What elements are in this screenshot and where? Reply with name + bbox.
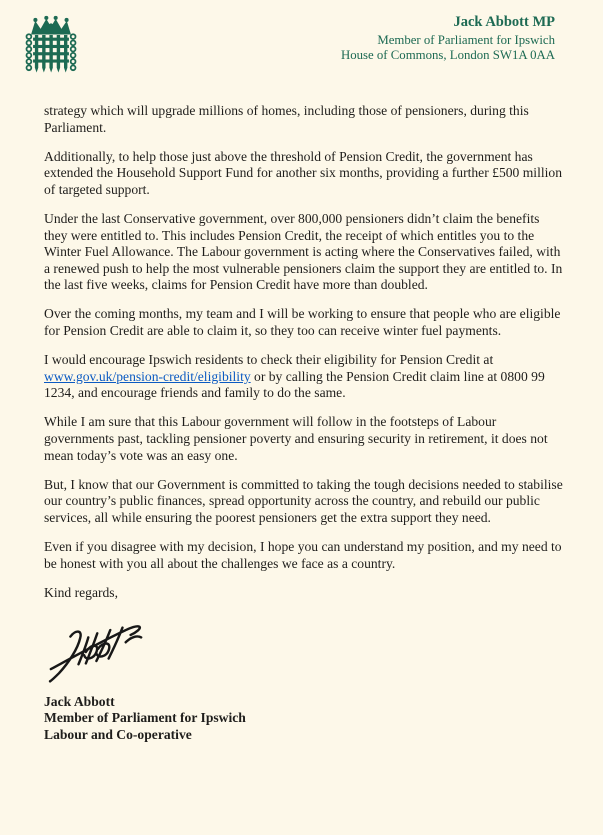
- letterhead-name: Jack Abbott MP: [453, 14, 555, 30]
- eligibility-text-before: I would encourage Ipswich residents to check their eligibility for Pension Credit at: [44, 352, 494, 368]
- pension-credit-eligibility-link[interactable]: www.gov.uk/pension-credit/eligibility: [44, 368, 251, 384]
- signoff-party: Labour and Co-operative: [44, 726, 192, 742]
- signoff-block: [44, 694, 565, 744]
- signature-image: [46, 614, 168, 686]
- signoff-title: Member of Parliament for Ipswich: [44, 710, 246, 726]
- letterhead-address: House of Commons, London SW1A 0AA: [341, 48, 555, 62]
- portcullis-logo-icon: [25, 13, 77, 81]
- paragraph-labour-footsteps: While I am sure that this Labour government will follow in the footsteps of Labour governments past, tackling pensioner poverty and ensuring security in retirement, it does not mean today’s vote was an easy one.: [44, 414, 548, 463]
- signoff-name: Jack Abbott: [44, 693, 115, 709]
- eligibility-text-after: or by calling the Pension Credit claim line at 0800 99 1234, and encourage friends and family to do the same.: [44, 368, 545, 401]
- paragraph-tough-decisions: But, I know that our Government is committed to taking the tough decisions needed to stabilise our country’s public finances, spread opportunity across the country, and rebuild our public services, all while ensuring the poorest pensioners get the extra support they need.: [44, 476, 563, 525]
- letterhead: [341, 15, 555, 64]
- paragraph-understanding: Even if you disagree with my decision, I hope you can understand my position, and my need to be honest with you all about the challenges we face as a country.: [44, 538, 562, 571]
- letterhead-role: Member of Parliament for Ipswich: [377, 32, 555, 47]
- paragraph-coming-months: Over the coming months, my team and I will be working to ensure that people who are eligible for Pension Credit are able to claim it, so they too can receive winter fuel payments.: [44, 306, 561, 339]
- letter-body: [44, 103, 565, 744]
- paragraph-eligibility: [44, 352, 565, 402]
- paragraph-household-support-fund: Additionally, to help those just above the threshold of Pension Credit, the government has extended the Household Support Fund for another six months, providing a further £500 million of targeted support.: [44, 148, 563, 197]
- closing-salutation: Kind regards,: [44, 584, 118, 600]
- paragraph-pension-credit-claims: Under the last Conservative government, over 800,000 pensioners didn’t claim the benefits they were entitled to. This includes Pension Credit, the receipt of which entitles you to the Winter Fuel Allowance. The Labour government is acting where the Conservatives failed, with a renewed push to help the most vulnerable pensioners claim the support they are entitled to. In the last five weeks, claims for Pension Credit have more than doubled.: [44, 210, 563, 293]
- paragraph-strategy: strategy which will upgrade millions of homes, including those of pensioners, during this Parliament.: [44, 103, 529, 135]
